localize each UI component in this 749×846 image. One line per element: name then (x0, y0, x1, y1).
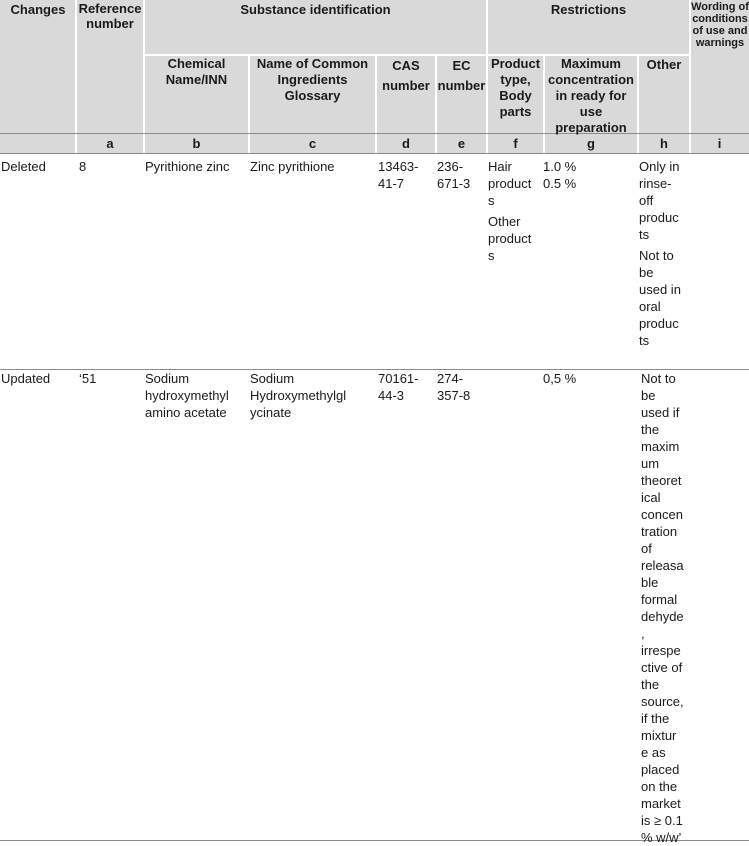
table-row-ec: 274- 357-8 (437, 371, 471, 403)
header-changes: Changes (10, 2, 66, 17)
header-other: Other (646, 57, 682, 72)
table-row-chemical-name: Pyrithione zinc (145, 159, 230, 174)
table-row-other (639, 158, 691, 349)
table-row-ec: 236- 671-3 (437, 159, 471, 191)
column-letter: h (660, 136, 668, 151)
table-row-concentration: 0,5 % (543, 371, 577, 386)
table-row-common-name: Sodium Hydroxymethylgl ycinate (250, 371, 347, 420)
other-entry: Only in rinse- off produc ts (639, 159, 680, 242)
header-reference-number: Reference number (78, 1, 142, 31)
header-substance-identification: Substance identification (240, 2, 391, 17)
table-row-cas: 13463- 41-7 (378, 159, 419, 191)
table-row-change: Deleted (1, 159, 46, 174)
column-letter: b (192, 136, 201, 151)
other-entry: Not to be used in oral produc ts (639, 248, 681, 348)
header-bottom-rule (0, 153, 749, 154)
table-row-other: Not to be used if the maxim um theoret ical concen tration of releasa ble formal dehyde , irrespe ctive of the source, if the mixtur e as placed on the market is ≥ 0.1 % w/w’ (641, 371, 684, 845)
header-restrictions: Restrictions (550, 2, 627, 17)
header-wording: Wording of conditions of use and warnings (691, 1, 749, 49)
header-ec-number: EC number (437, 58, 486, 93)
column-letter: e (457, 136, 466, 151)
concentration-entry: 1.0 % (543, 159, 577, 174)
table-row-change: Updated (1, 371, 51, 386)
header-max-concentration: Maximum concentration in ready for use preparation (548, 56, 634, 135)
column-letter: f (513, 136, 518, 151)
table-row-concentration (543, 158, 576, 192)
concentration-entry: 0.5 % (543, 176, 577, 191)
product-type-entry: Hair product s (488, 159, 532, 208)
row-rule (0, 369, 749, 370)
table-bottom-rule (0, 840, 749, 841)
column-letter: g (587, 136, 595, 151)
header-product-type: Product type, Body parts (490, 56, 541, 119)
table-row-reference: 8 (79, 159, 87, 174)
header-cas-number: CAS number (382, 58, 430, 93)
column-letter: a (106, 136, 114, 151)
header-common-name: Name of Common Ingredients Glossary (256, 56, 369, 103)
table-row-common-name: Zinc pyrithione (250, 159, 335, 174)
product-type-entry: Other product s (488, 214, 532, 263)
column-letter: i (717, 136, 722, 151)
table-row-chemical-name: Sodium hydroxymethyl amino acetate (145, 371, 229, 420)
column-letter: c (308, 136, 317, 151)
column-letter: d (402, 136, 410, 151)
header-chemical-name: Chemical Name/INN (165, 56, 228, 87)
table-row-reference: ‘51 (79, 371, 97, 386)
table-row-product-type (488, 158, 544, 264)
table-row-cas: 70161- 44-3 (378, 371, 419, 403)
